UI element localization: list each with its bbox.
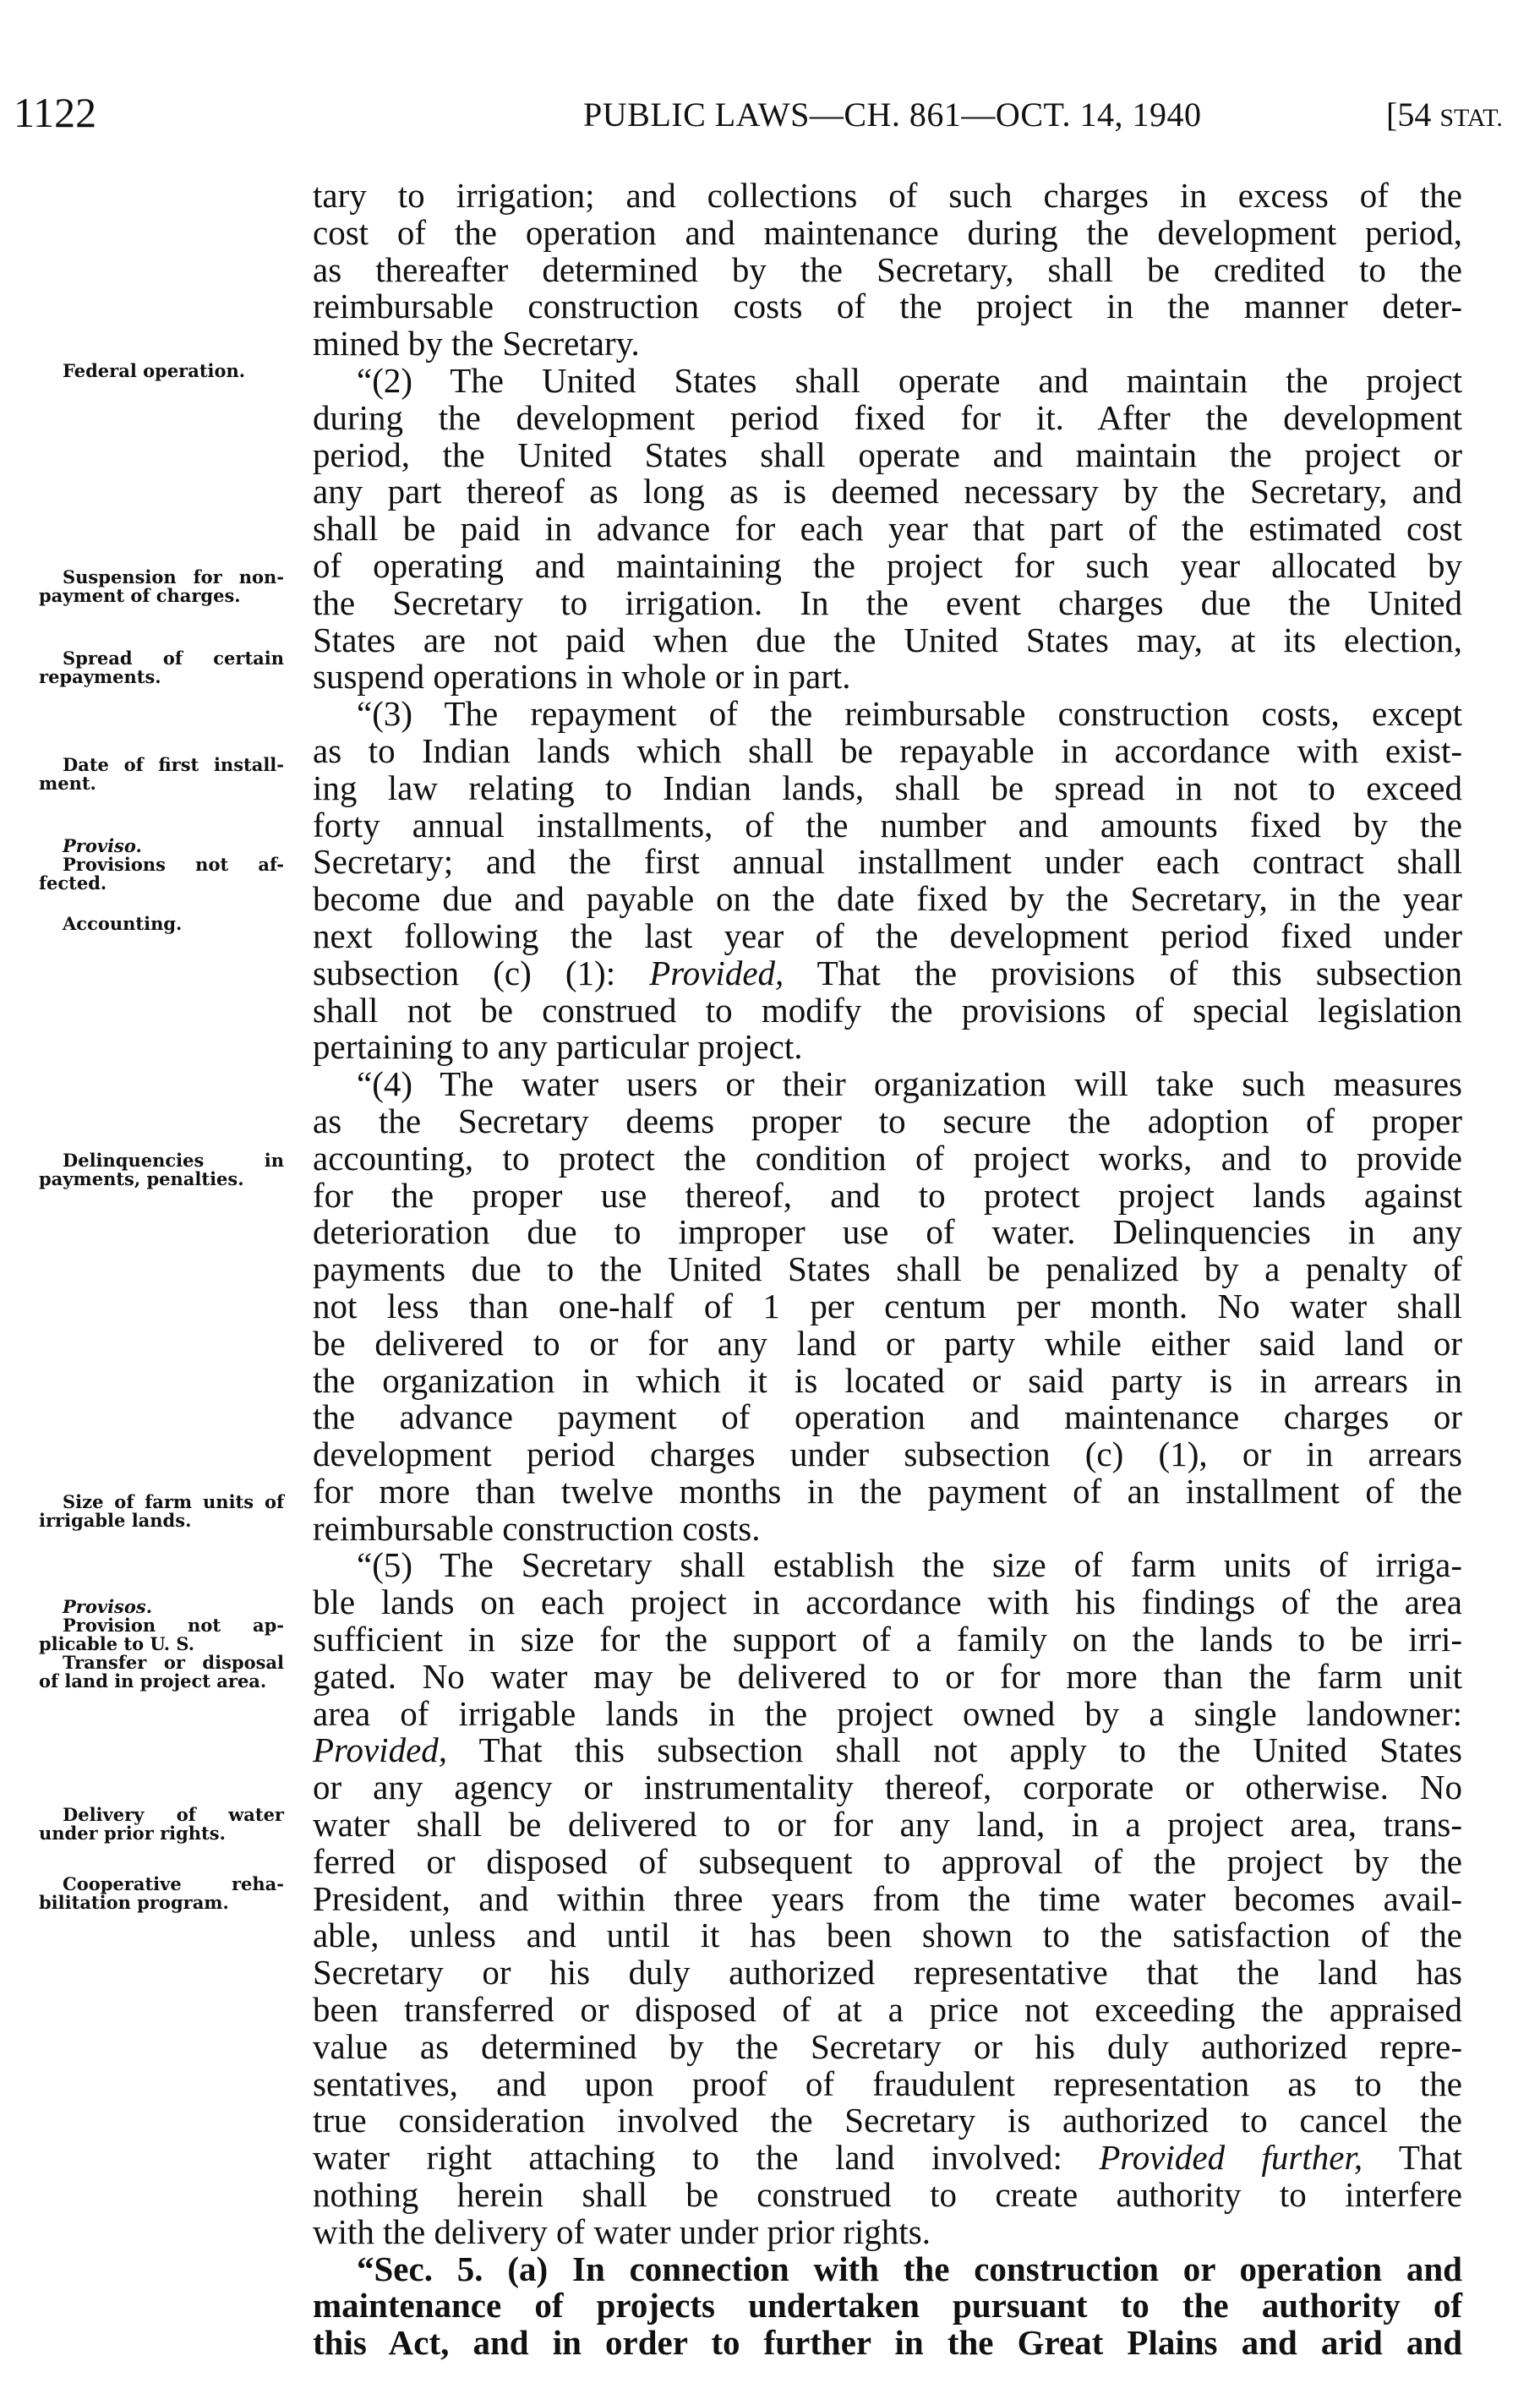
- italic-term: Provided,: [649, 953, 784, 992]
- text-line: “(2) The United States shall operate and maintain the project: [357, 360, 1462, 400]
- text-line: become due and payable on the date fixed by the Secretary, in the year: [313, 879, 1462, 919]
- text-line: tary to irrigation; and collections of such charges in excess of the: [313, 176, 1462, 215]
- page-number: 1122: [14, 89, 97, 136]
- paragraph: [313, 1066, 1462, 1547]
- margin-note: [39, 1493, 284, 1530]
- margin-note-line: plicable to U. S.: [39, 1633, 195, 1654]
- text-line: area of irrigable lands in the project owned by a single landowner:: [313, 1693, 1462, 1733]
- italic-term: Provided further,: [1099, 2138, 1363, 2178]
- italic-term: Provided,: [313, 1730, 448, 1770]
- margin-note: [39, 568, 284, 605]
- margin-note: [39, 649, 284, 686]
- margin-note-line: Accounting.: [63, 913, 183, 934]
- paragraph: [313, 360, 1462, 697]
- paragraph: [313, 178, 1462, 363]
- text-line: for the proper use thereof, and to protect project lands against: [313, 1175, 1462, 1215]
- margin-note: [39, 915, 284, 933]
- volume-reference: [1386, 95, 1503, 134]
- text-segment: That the provisions of this subsection: [784, 953, 1462, 992]
- text-line: suspend operations in whole or in part.: [313, 657, 851, 697]
- margin-note-line: Provision not ap-: [63, 1615, 284, 1636]
- text-line: not less than one-half of 1 per centum per month. No water shall: [313, 1286, 1462, 1325]
- margin-note: [39, 837, 284, 893]
- margin-note-line: fected.: [39, 872, 107, 894]
- margin-note-line: bilitation program.: [39, 1892, 229, 1913]
- text-line: or any agency or instrumentality thereof, corporate or otherwise. No: [313, 1768, 1462, 1807]
- margin-note-line: Spread of certain: [63, 648, 284, 669]
- margin-note-line: Suspension for non-: [63, 566, 284, 588]
- margin-note-line: ment.: [39, 773, 96, 794]
- margin-note: [39, 1875, 284, 1912]
- margin-note-line: Date of first install-: [63, 754, 284, 775]
- text-line: with the delivery of water under prior rights.: [313, 2211, 931, 2251]
- margin-note-line: Proviso.: [63, 835, 142, 856]
- text-line: be delivered to or for any land or party while either said land or: [313, 1323, 1462, 1363]
- margin-note-line: Provisions not af-: [63, 854, 284, 875]
- margin-note-line: Size of farm units of: [63, 1491, 284, 1512]
- text-line: the Secretary to irrigation. In the event charges due the United: [313, 582, 1462, 622]
- text-line: value as determined by the Secretary or his duly authorized repre-: [313, 2026, 1462, 2066]
- margin-note-line: payments, penalties.: [39, 1168, 244, 1189]
- text-line: true consideration involved the Secretary is authorized to cancel the: [313, 2101, 1462, 2140]
- text-line: as to Indian lands which shall be repayable in accordance with exist-: [313, 730, 1462, 770]
- text-line: Secretary; and the first annual installment under each contract shall: [313, 842, 1462, 882]
- text-line: able, unless and until it has been shown to the satisfaction of the: [313, 1916, 1462, 1955]
- text-line: reimbursable construction costs of the project in the manner deter-: [313, 287, 1462, 326]
- text-line: been transferred or disposed of at a price not exceeding the appraised: [313, 1990, 1462, 2030]
- text-line: ing law relating to Indian lands, shall be spread in not to exceed: [313, 768, 1462, 807]
- margin-note: [39, 1806, 284, 1843]
- text-line: sufficient in size for the support of a family on the lands to be irri-: [313, 1620, 1462, 1659]
- text-line: mined by the Secretary.: [313, 324, 640, 363]
- text-line: payments due to the United States shall be penalized by a penalty of: [313, 1249, 1462, 1289]
- margin-note-line: Delivery of water: [63, 1804, 284, 1825]
- margin-note: [39, 1151, 284, 1189]
- text-line: forty annual installments, of the number and amounts fixed by the: [313, 805, 1462, 844]
- text-line: as thereafter determined by the Secretary, shall be credited to the: [313, 249, 1462, 289]
- margin-note-line: Transfer or disposal: [63, 1652, 284, 1673]
- margin-note-line: under prior rights.: [39, 1823, 226, 1844]
- text-line: pertaining to any particular project.: [313, 1027, 803, 1067]
- text-line: sentatives, and upon proof of fraudulent representation as to the: [313, 2063, 1462, 2103]
- text-line: ferred or disposed of subsequent to approval of the project by the: [313, 1841, 1462, 1881]
- margin-note: [39, 756, 284, 793]
- running-head: PUBLIC LAWS—CH. 861—OCT. 14, 1940: [583, 96, 1202, 134]
- text-line: “Sec. 5. (a) In connection with the construction or operation and: [357, 2249, 1462, 2288]
- text-segment: That: [1363, 2138, 1462, 2178]
- text-line: “(5) The Secretary shall establish the size of farm units of irriga-: [357, 1545, 1462, 1585]
- margin-note-line: irrigable lands.: [39, 1510, 192, 1531]
- margin-note-line: Federal operation.: [63, 360, 246, 381]
- text-line: [313, 2140, 1462, 2177]
- text-line: “(4) The water users or their organization will take such measures: [357, 1064, 1462, 1104]
- text-line: the organization in which it is located or said party is in arrears in: [313, 1360, 1462, 1400]
- text-line: of operating and maintaining the project for such year allocated by: [313, 545, 1462, 585]
- text-line: States are not paid when due the United States may, at its election,: [313, 620, 1462, 659]
- text-line: maintenance of projects undertaken pursuant to the authority of: [313, 2286, 1462, 2326]
- text-line: the advance payment of operation and maintenance charges or: [313, 1397, 1462, 1437]
- text-line: ble lands on each project in accordance with his findings of the area: [313, 1582, 1462, 1622]
- text-line: any part thereof as long as is deemed necessary by the Secretary, and: [313, 472, 1462, 511]
- volume-prefix: [54: [1386, 96, 1440, 134]
- margin-note: [39, 1598, 284, 1691]
- margin-note-line: of land in project area.: [39, 1670, 267, 1692]
- text-line: President, and within three years from the time water becomes avail-: [313, 1878, 1462, 1918]
- body-text: [313, 178, 1462, 2362]
- paragraph: [313, 2251, 1462, 2362]
- text-line: nothing herein shall be construed to create authority to interfere: [313, 2175, 1462, 2215]
- margin-note: [39, 362, 284, 380]
- text-line: “(3) The repayment of the reimbursable construction costs, except: [357, 694, 1462, 734]
- text-line: this Act, and in order to further in the Great Plains and arid and: [313, 2323, 1462, 2363]
- text-line: gated. No water may be delivered to or for more than the farm unit: [313, 1656, 1462, 1696]
- text-line: [313, 955, 1462, 992]
- text-segment: water right attaching to the land involved:: [313, 2138, 1100, 2178]
- text-line: next following the last year of the development period fixed under: [313, 916, 1462, 955]
- text-line: shall not be construed to modify the provisions of special legislation: [313, 990, 1462, 1030]
- margin-note-line: repayments.: [39, 666, 161, 687]
- text-line: cost of the operation and maintenance during the development period,: [313, 212, 1462, 252]
- text-line: deterioration due to improper use of water. Delinquencies in any: [313, 1212, 1462, 1252]
- text-line: [313, 1732, 1462, 1769]
- text-line: shall be paid in advance for each year that part of the estimated cost: [313, 509, 1462, 549]
- margin-note-line: Delinquencies in: [63, 1150, 284, 1171]
- volume-abbrev: STAT.: [1439, 104, 1503, 132]
- text-line: accounting, to protect the condition of project works, and to provide: [313, 1138, 1462, 1178]
- text-segment: That this subsection shall not apply to the United States: [447, 1730, 1462, 1770]
- margin-note-line: Provisos.: [63, 1596, 153, 1617]
- text-line: reimbursable construction costs.: [313, 1508, 761, 1548]
- text-line: for more than twelve months in the payment of an installment of the: [313, 1471, 1462, 1511]
- text-line: water shall be delivered to or for any land, in a project area, trans-: [313, 1805, 1462, 1845]
- paragraph: [313, 696, 1462, 1066]
- text-line: development period charges under subsection (c) (1), or in arrears: [313, 1435, 1462, 1474]
- text-line: during the development period fixed for it. After the development: [313, 397, 1462, 437]
- margin-note-line: Cooperative reha-: [63, 1873, 284, 1894]
- text-line: Secretary or his duly authorized representative that the land has: [313, 1953, 1462, 1992]
- text-line: as the Secretary deems proper to secure the adoption of proper: [313, 1101, 1462, 1140]
- paragraph: [313, 1547, 1462, 2250]
- text-segment: subsection (c) (1):: [313, 953, 650, 992]
- text-line: period, the United States shall operate and maintain the project or: [313, 435, 1462, 474]
- margin-note-line: payment of charges.: [39, 585, 241, 606]
